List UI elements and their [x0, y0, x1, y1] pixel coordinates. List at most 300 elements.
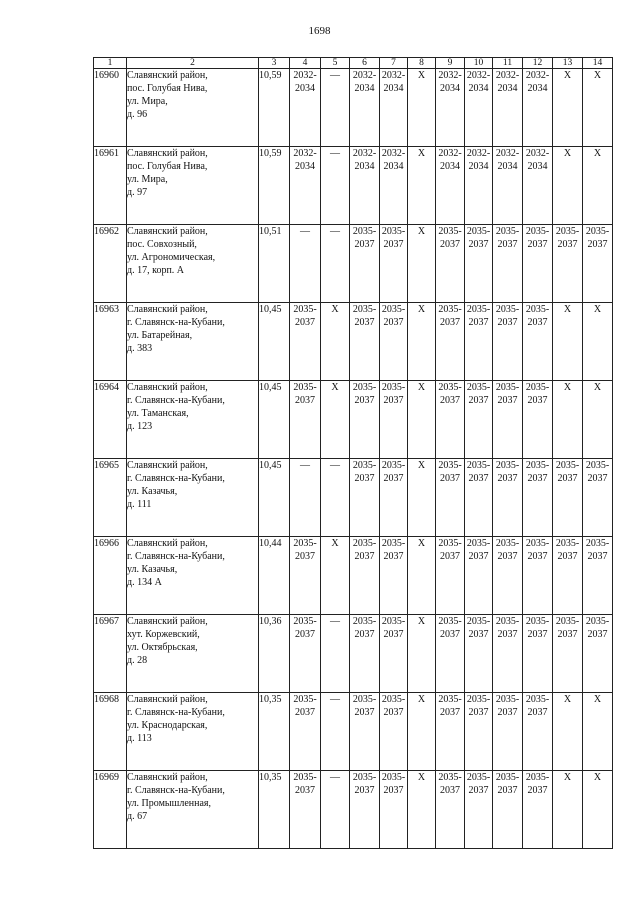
value-line: 2034 [354, 83, 375, 94]
value-line: — [300, 460, 310, 471]
value-line: X [417, 382, 426, 393]
address-line: Славянский район, [127, 616, 208, 627]
value-line: 2035- [381, 460, 406, 471]
value-line: 2035- [293, 304, 317, 315]
value-cell [523, 147, 553, 225]
address-line: г. Славянск-на-Кубани, [127, 395, 225, 406]
value-cell [493, 537, 523, 615]
value-line: 2035- [525, 304, 550, 315]
address-line: ул. Краснодарская, [127, 720, 208, 731]
address-line: г. Славянск-на-Кубани, [127, 707, 225, 718]
value-line: 2035- [466, 460, 491, 471]
value-line: X [331, 382, 339, 393]
address-line: д. 134 А [127, 577, 162, 588]
area-cell: 10,35 [259, 693, 290, 771]
value-line: X [593, 70, 602, 81]
value-line: 2032- [495, 70, 520, 81]
value-line: — [330, 694, 340, 705]
value-cell [553, 147, 583, 225]
value-line: X [563, 148, 572, 159]
value-cell [583, 303, 613, 381]
address-line: д. 111 [127, 499, 152, 510]
value-cell [465, 459, 493, 537]
value-line: 2037 [295, 395, 315, 406]
value-line: 2035- [381, 616, 406, 627]
record-number-cell: 16964 [94, 381, 127, 459]
value-cell [380, 381, 408, 459]
record-number-cell: 16966 [94, 537, 127, 615]
value-cell [436, 147, 465, 225]
value-cell [408, 771, 436, 849]
address-cell [127, 615, 259, 693]
value-cell [436, 225, 465, 303]
value-cell [523, 225, 553, 303]
value-cell [350, 771, 380, 849]
value-line: 2037 [587, 239, 608, 250]
value-cell [408, 615, 436, 693]
value-line: 2035- [525, 772, 550, 783]
value-cell [493, 69, 523, 147]
value-line: 2037 [383, 551, 404, 562]
value-line: 2032- [495, 148, 520, 159]
value-line: 2035- [495, 382, 520, 393]
address-line: Славянский район, [127, 694, 208, 705]
value-line: 2037 [527, 473, 548, 484]
address-line: ул. Октябрьская, [127, 642, 198, 653]
address-line: пос. Голубая Нива, [127, 161, 208, 172]
table-row [94, 147, 613, 225]
value-line: 2037 [527, 239, 548, 250]
value-cell [553, 459, 583, 537]
value-line: X [563, 70, 572, 81]
address-line: пос. Совхозный, [127, 239, 197, 250]
value-line: 2035- [438, 382, 462, 393]
value-line: 2034 [497, 161, 518, 172]
value-line: 2035- [466, 304, 491, 315]
value-cell [493, 381, 523, 459]
value-cell [523, 459, 553, 537]
value-line: 2037 [468, 629, 489, 640]
record-number-cell: 16961 [94, 147, 127, 225]
value-cell [321, 225, 350, 303]
value-line: 2034 [354, 161, 375, 172]
value-line: 2034 [440, 83, 460, 94]
value-line: 2035- [495, 226, 520, 237]
value-line: 2037 [497, 317, 518, 328]
value-line: 2035- [525, 460, 550, 471]
value-cell [436, 381, 465, 459]
table-row [94, 693, 613, 771]
value-cell [321, 615, 350, 693]
value-line: 2035- [525, 382, 550, 393]
value-line: 2037 [354, 239, 375, 250]
value-cell [583, 225, 613, 303]
value-line: 2032- [352, 148, 377, 159]
value-line: 2037 [497, 239, 518, 250]
value-cell [523, 615, 553, 693]
value-line: 2035- [495, 694, 520, 705]
value-cell [321, 693, 350, 771]
value-line: — [330, 616, 340, 627]
address-line: д. 123 [127, 421, 153, 432]
value-line: 2032- [466, 70, 491, 81]
address-cell [127, 381, 259, 459]
value-line: 2037 [557, 239, 578, 250]
value-line: X [417, 616, 426, 627]
value-line: 2037 [557, 551, 578, 562]
value-line: 2035- [438, 304, 462, 315]
value-line: — [330, 460, 340, 471]
value-line: 2032- [293, 70, 317, 81]
value-line: 2034 [468, 161, 489, 172]
value-line: 2037 [587, 629, 608, 640]
value-cell [523, 381, 553, 459]
value-line: 2037 [383, 317, 404, 328]
value-line: 2035- [438, 616, 462, 627]
value-line: 2037 [440, 473, 460, 484]
value-line: 2037 [354, 707, 375, 718]
value-cell [465, 771, 493, 849]
value-line: 2035- [381, 226, 406, 237]
value-cell [493, 303, 523, 381]
value-line: 2035- [381, 538, 406, 549]
value-line: 2035- [525, 226, 550, 237]
value-line: 2035- [352, 382, 377, 393]
area-cell: 10,44 [259, 537, 290, 615]
value-line: 2035- [438, 538, 462, 549]
value-line: 2035- [495, 616, 520, 627]
value-cell [380, 537, 408, 615]
value-cell [465, 615, 493, 693]
value-line: 2037 [295, 317, 315, 328]
address-line: Славянский район, [127, 304, 208, 315]
table-row [94, 537, 613, 615]
address-line: ул. Батарейная, [127, 330, 193, 341]
value-line: 2037 [468, 395, 489, 406]
address-line: Славянский район, [127, 772, 208, 783]
value-cell [321, 459, 350, 537]
record-number-cell: 16967 [94, 615, 127, 693]
value-line: 2035- [466, 772, 491, 783]
value-cell [350, 381, 380, 459]
page-number: 1698 [308, 25, 331, 37]
address-line: д. 28 [127, 655, 148, 666]
area-cell: 10,45 [259, 459, 290, 537]
address-line: д. 383 [127, 343, 153, 354]
value-line: 2037 [557, 629, 578, 640]
value-cell [408, 381, 436, 459]
value-cell [436, 537, 465, 615]
value-line: 2037 [497, 473, 518, 484]
record-number-cell: 16968 [94, 693, 127, 771]
address-line: Славянский район, [127, 226, 208, 237]
value-cell [321, 303, 350, 381]
value-line: 2037 [587, 551, 608, 562]
value-cell [583, 69, 613, 147]
value-cell [493, 615, 523, 693]
value-line: 2037 [295, 551, 315, 562]
value-line: 2037 [527, 785, 548, 796]
value-cell [290, 693, 321, 771]
value-line: 2037 [497, 395, 518, 406]
record-number-cell: 16965 [94, 459, 127, 537]
address-line: Славянский район, [127, 460, 208, 471]
column-number: 14 [583, 58, 613, 69]
value-line: 2035- [466, 382, 491, 393]
value-line: 2032- [381, 70, 406, 81]
value-line: X [593, 304, 602, 315]
address-cell [127, 147, 259, 225]
value-line: 2037 [440, 785, 460, 796]
area-cell: 10,35 [259, 771, 290, 849]
value-line: 2035- [495, 772, 520, 783]
column-number: 10 [465, 58, 493, 69]
address-line: г. Славянск-на-Кубани, [127, 473, 225, 484]
area-cell: 10,59 [259, 147, 290, 225]
value-cell [553, 615, 583, 693]
value-line: X [331, 304, 339, 315]
value-cell [465, 303, 493, 381]
column-number: 7 [380, 58, 408, 69]
value-line: 2035- [352, 460, 377, 471]
value-line: 2035- [293, 538, 317, 549]
value-line: 2037 [468, 785, 489, 796]
value-cell [523, 537, 553, 615]
column-number: 4 [290, 58, 321, 69]
value-line: X [593, 148, 602, 159]
value-line: 2035- [555, 226, 580, 237]
column-number: 8 [408, 58, 436, 69]
value-line: 2037 [527, 707, 548, 718]
value-cell [380, 147, 408, 225]
value-line: 2032- [525, 70, 550, 81]
value-line: 2037 [383, 395, 404, 406]
value-line: X [417, 772, 426, 783]
value-line: X [593, 694, 602, 705]
value-line: X [593, 382, 602, 393]
value-line: 2035- [555, 616, 580, 627]
value-line: 2034 [440, 161, 460, 172]
value-line: 2035- [381, 382, 406, 393]
record-number-cell: 16960 [94, 69, 127, 147]
value-cell [553, 225, 583, 303]
value-line: 2035- [352, 616, 377, 627]
value-line: 2037 [497, 785, 518, 796]
value-cell [523, 303, 553, 381]
value-line: 2037 [295, 707, 315, 718]
value-line: 2035- [525, 538, 550, 549]
value-line: 2032- [438, 70, 462, 81]
value-line: 2035- [466, 694, 491, 705]
value-cell [408, 537, 436, 615]
value-line: 2035- [466, 226, 491, 237]
value-line: 2032- [381, 148, 406, 159]
value-cell [408, 459, 436, 537]
value-line: 2035- [585, 538, 610, 549]
value-line: 2037 [468, 707, 489, 718]
value-cell [465, 537, 493, 615]
value-line: 2032- [438, 148, 462, 159]
value-line: 2037 [354, 317, 375, 328]
value-cell [321, 147, 350, 225]
record-number-cell: 16962 [94, 225, 127, 303]
value-line: 2032- [466, 148, 491, 159]
value-cell [436, 693, 465, 771]
value-cell [321, 381, 350, 459]
value-line: 2037 [497, 629, 518, 640]
value-line: 2037 [354, 551, 375, 562]
value-cell [465, 225, 493, 303]
value-line: 2037 [468, 317, 489, 328]
value-line: 2035- [495, 538, 520, 549]
value-line: 2035- [352, 772, 377, 783]
value-cell [350, 69, 380, 147]
value-cell [436, 771, 465, 849]
value-cell [380, 771, 408, 849]
table-row [94, 381, 613, 459]
value-line: X [563, 304, 572, 315]
value-line: 2035- [438, 694, 462, 705]
value-cell [321, 771, 350, 849]
value-cell [465, 69, 493, 147]
value-cell [583, 693, 613, 771]
value-line: — [330, 226, 340, 237]
value-line: 2032- [293, 148, 317, 159]
value-cell [553, 537, 583, 615]
value-cell [523, 693, 553, 771]
value-cell [436, 303, 465, 381]
value-cell [290, 459, 321, 537]
value-line: 2037 [354, 473, 375, 484]
value-line: 2035- [352, 304, 377, 315]
value-line: 2035- [293, 772, 317, 783]
value-cell [380, 69, 408, 147]
value-line: 2032- [525, 148, 550, 159]
address-cell [127, 459, 259, 537]
value-cell [408, 69, 436, 147]
address-line: д. 17, корп. А [127, 265, 185, 276]
value-line: 2037 [383, 239, 404, 250]
value-cell [493, 693, 523, 771]
value-line: 2037 [383, 707, 404, 718]
value-line: 2034 [468, 83, 489, 94]
value-line: — [300, 226, 310, 237]
value-line: X [417, 304, 426, 315]
value-line: X [563, 694, 572, 705]
value-line: X [417, 226, 426, 237]
value-cell [493, 147, 523, 225]
value-line: 2035- [585, 226, 610, 237]
value-line: 2037 [468, 473, 489, 484]
value-cell [583, 147, 613, 225]
value-cell [350, 147, 380, 225]
value-line: 2035- [381, 304, 406, 315]
value-line: 2037 [497, 707, 518, 718]
value-line: 2035- [293, 694, 317, 705]
value-cell [465, 381, 493, 459]
area-cell: 10,51 [259, 225, 290, 303]
value-cell [350, 537, 380, 615]
address-line: д. 67 [127, 811, 148, 822]
table-row [94, 303, 613, 381]
address-line: ул. Мира, [127, 96, 168, 107]
value-line: 2032- [352, 70, 377, 81]
value-cell [290, 537, 321, 615]
address-line: Славянский район, [127, 70, 208, 81]
value-line: 2037 [354, 785, 375, 796]
address-line: ул. Мира, [127, 174, 168, 185]
value-line: 2034 [527, 83, 548, 94]
value-cell [523, 69, 553, 147]
value-line: 2034 [497, 83, 518, 94]
value-cell [553, 771, 583, 849]
value-cell [408, 303, 436, 381]
value-cell [436, 69, 465, 147]
value-line: 2035- [555, 460, 580, 471]
column-number: 1 [94, 58, 127, 69]
value-line: 2035- [466, 616, 491, 627]
address-line: Славянский район, [127, 382, 208, 393]
value-cell [290, 771, 321, 849]
address-cell [127, 225, 259, 303]
value-cell [380, 693, 408, 771]
value-line: 2037 [468, 239, 489, 250]
column-number: 3 [259, 58, 290, 69]
value-line: 2035- [495, 304, 520, 315]
housing-registry-table [93, 57, 613, 849]
value-cell [553, 693, 583, 771]
value-line: 2035- [352, 226, 377, 237]
value-line: 2037 [383, 785, 404, 796]
value-line: 2035- [585, 616, 610, 627]
value-line: 2035- [585, 460, 610, 471]
value-line: 2035- [293, 616, 317, 627]
value-cell [465, 147, 493, 225]
table-row [94, 771, 613, 849]
table-body [94, 58, 613, 849]
address-line: г. Славянск-на-Кубани, [127, 785, 225, 796]
value-line: X [417, 460, 426, 471]
value-line: 2035- [381, 694, 406, 705]
address-line: Славянский район, [127, 148, 208, 159]
address-line: ул. Агрономическая, [127, 252, 216, 263]
value-line: 2034 [295, 83, 315, 94]
value-line: 2034 [383, 161, 404, 172]
address-line: ул. Казачья, [127, 564, 178, 575]
address-line: г. Славянск-на-Кубани, [127, 551, 225, 562]
table-row [94, 69, 613, 147]
value-cell [290, 303, 321, 381]
value-cell [583, 459, 613, 537]
value-cell [290, 147, 321, 225]
address-line: ул. Казачья, [127, 486, 178, 497]
area-cell: 10,45 [259, 303, 290, 381]
value-cell [380, 225, 408, 303]
value-cell [408, 147, 436, 225]
area-cell: 10,36 [259, 615, 290, 693]
value-line: X [417, 70, 426, 81]
value-line: — [330, 772, 340, 783]
value-cell [553, 303, 583, 381]
address-line: хут. Коржевский, [127, 629, 200, 640]
value-line: X [563, 382, 572, 393]
address-cell [127, 303, 259, 381]
value-cell [553, 381, 583, 459]
value-line: — [330, 70, 340, 81]
column-number: 13 [553, 58, 583, 69]
value-cell [436, 459, 465, 537]
table-row [94, 615, 613, 693]
